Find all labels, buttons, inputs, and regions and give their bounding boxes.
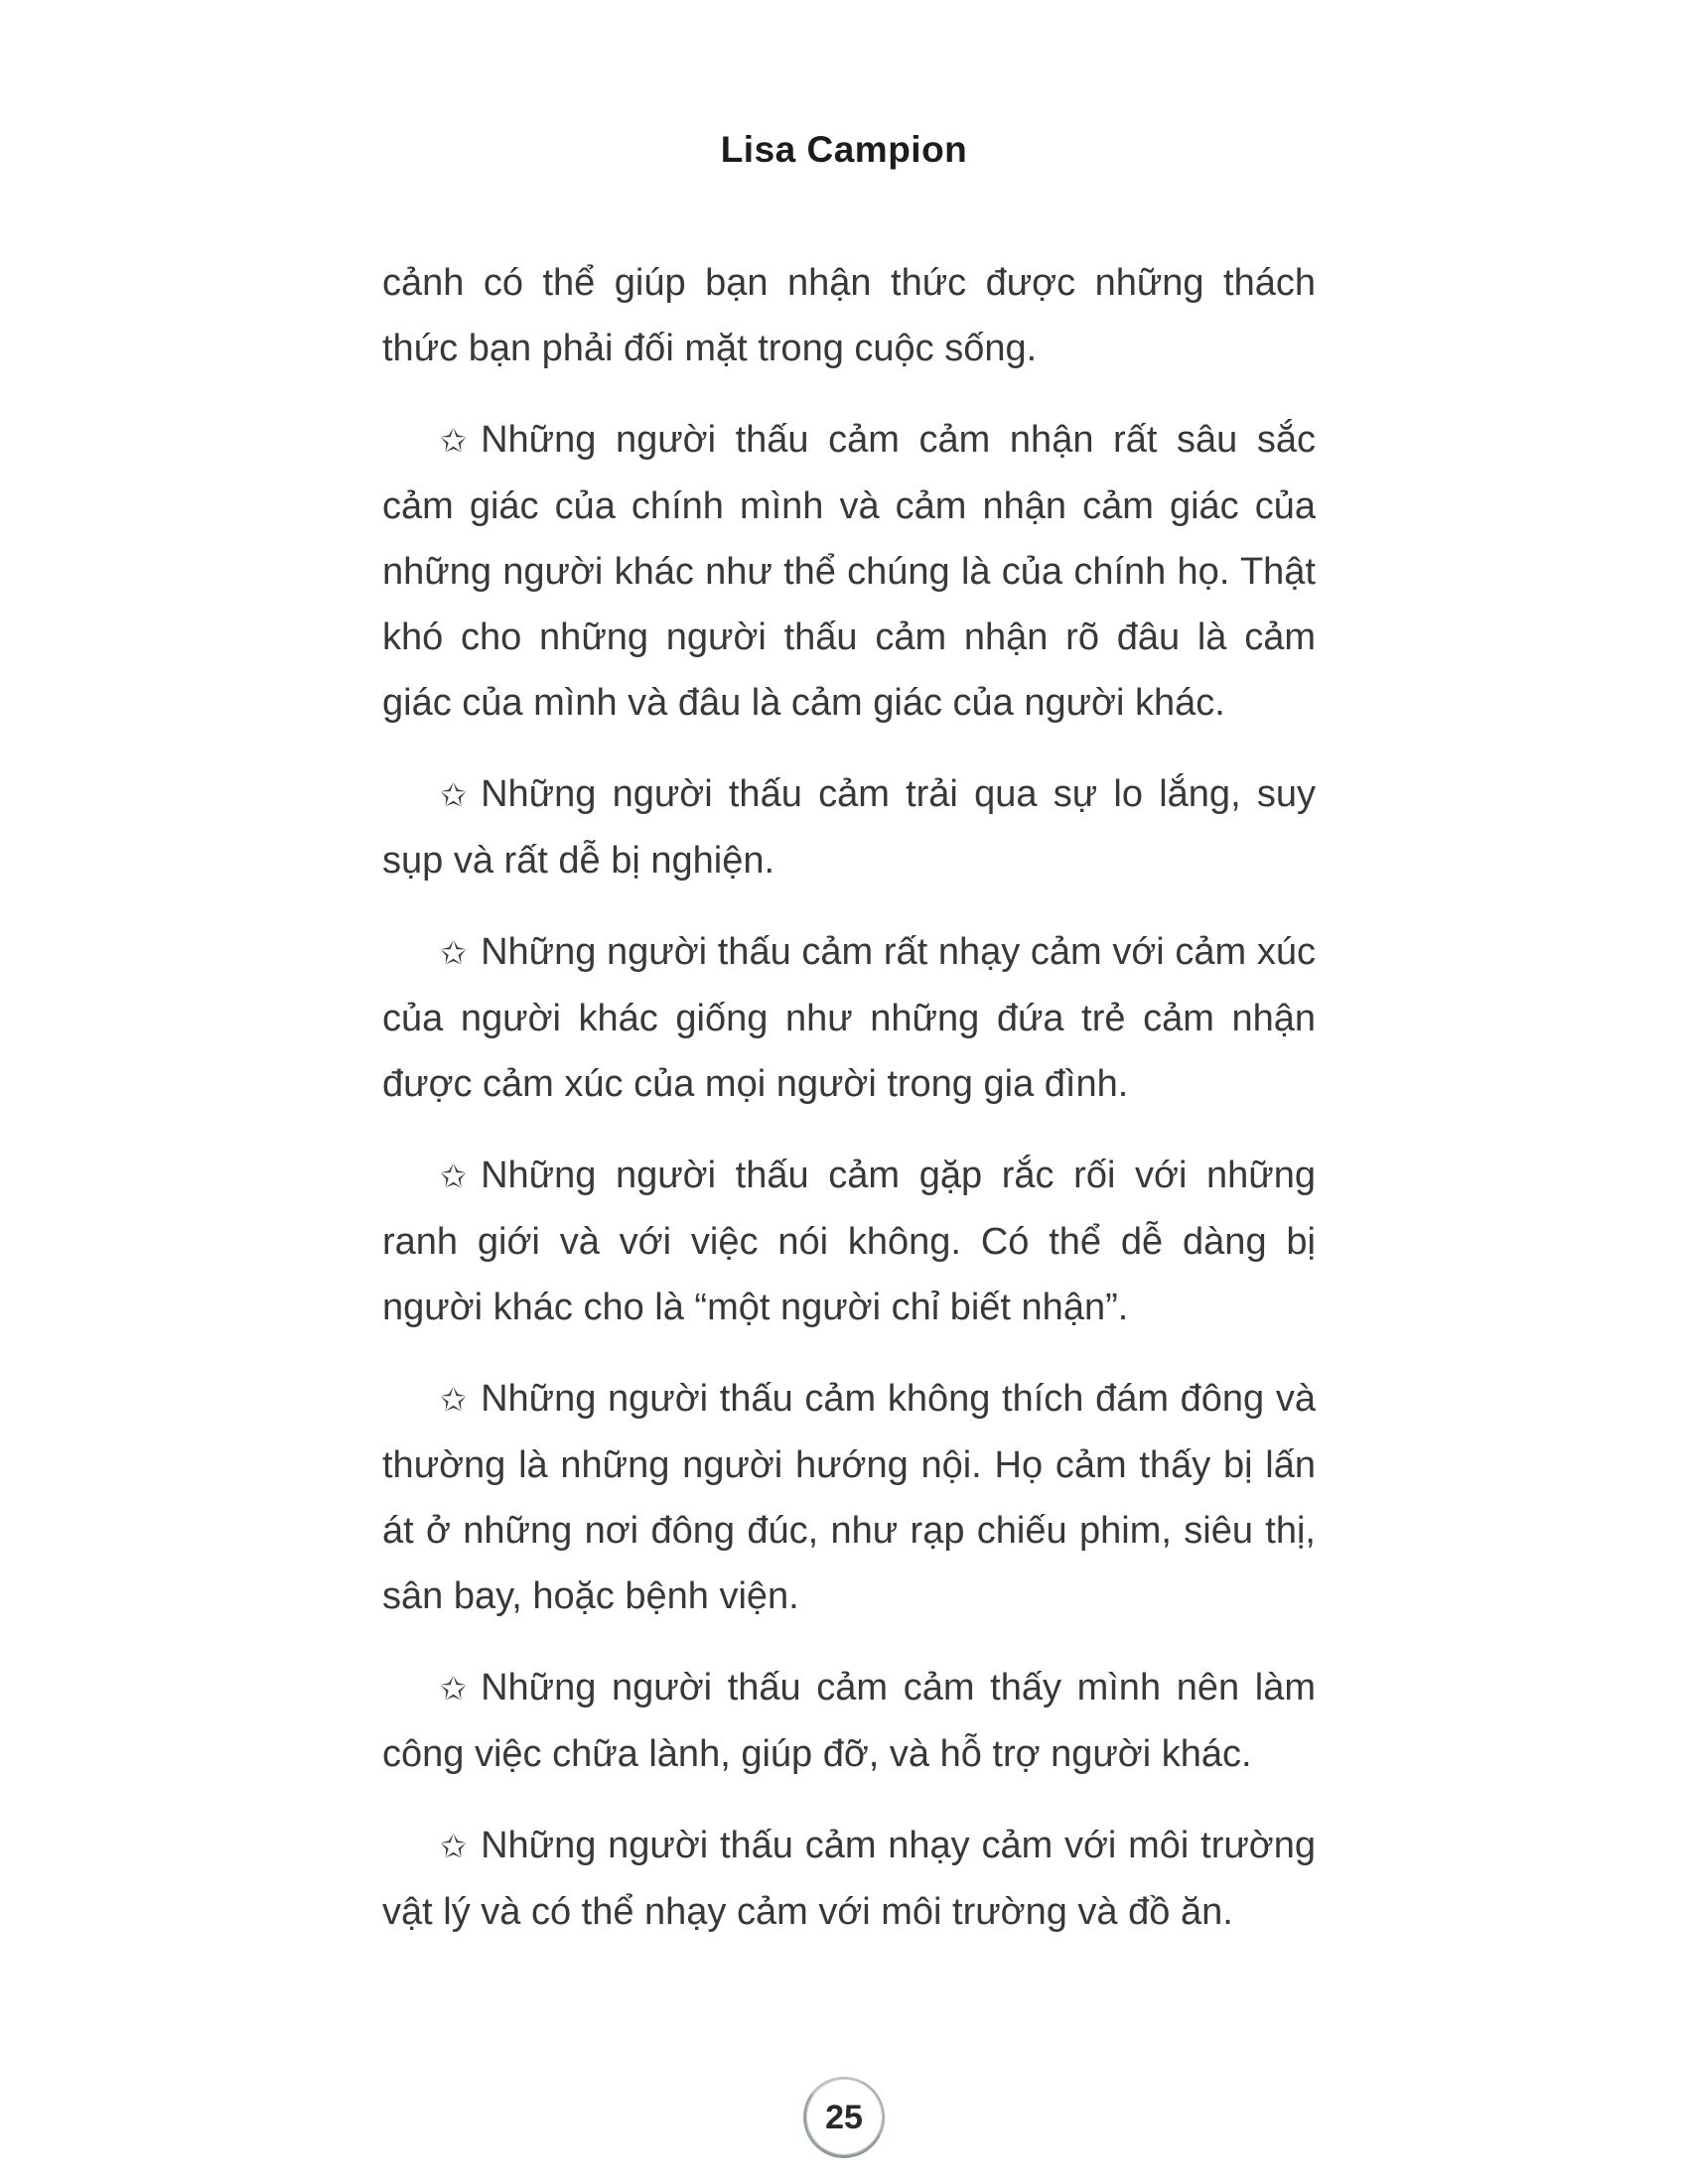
star-bullet-icon: ✩	[440, 1670, 468, 1707]
bullet-text: Những người thấu cảm cảm thấy mình nên làm công việc chữa lành, giúp đỡ, và hỗ trợ người khác.	[382, 1667, 1316, 1775]
paragraph-continuation	[382, 250, 1316, 381]
star-bullet-icon: ✩	[440, 1158, 468, 1195]
star-bullet-icon: ✩	[440, 1828, 468, 1865]
bullet-item	[382, 919, 1316, 1117]
star-bullet-icon: ✩	[440, 934, 468, 972]
bullet-text: Những người thấu cảm rất nhạy cảm với cảm xúc của người khác giống như những đứa trẻ cảm nhận được cảm xúc của mọi người trong gia đình.	[382, 931, 1316, 1105]
bullet-item	[382, 407, 1316, 736]
paragraph-text: cảnh có thể giúp bạn nhận thức được những thách thức bạn phải đối mặt trong cuộc sống.	[382, 262, 1316, 369]
page-body-text	[382, 250, 1316, 1971]
bullet-item	[382, 1143, 1316, 1340]
bullet-text: Những người thấu cảm trải qua sự lo lắng, suy sụp và rất dễ bị nghiện.	[382, 773, 1316, 882]
bullet-item	[382, 761, 1316, 893]
page-number-badge	[801, 2075, 887, 2160]
page-number: 25	[825, 2098, 863, 2136]
star-bullet-icon: ✩	[440, 776, 468, 814]
bullet-item	[382, 1366, 1316, 1629]
bullet-text: Những người thấu cảm không thích đám đông và thường là những người hướng nội. Họ cảm thấy bị lấn át ở những nơi đông đúc, như rạp chiếu phim, siêu thị, sân bay, hoặc bệnh viện.	[382, 1378, 1316, 1617]
running-header-author: Lisa Campion	[720, 129, 968, 170]
bullet-item	[382, 1655, 1316, 1787]
star-bullet-icon: ✩	[440, 422, 468, 460]
bullet-text: Những người thấu cảm cảm nhận rất sâu sắc cảm giác của chính mình và cảm nhận cảm giác của những người khác như thể chúng là của chính họ. Thật khó cho những người thấu cảm nhận rõ đâu là cảm giác của mình và đâu là cảm giác của người khác.	[382, 419, 1316, 724]
bullet-text: Những người thấu cảm nhạy cảm với môi trường vật lý và có thể nhạy cảm với môi trường và đồ ăn.	[382, 1825, 1316, 1933]
bullet-item	[382, 1813, 1316, 1945]
star-bullet-icon: ✩	[440, 1381, 468, 1419]
bullet-text: Những người thấu cảm gặp rắc rối với những ranh giới và với việc nói không. Có thể dễ dàng bị người khác cho là “một người chỉ biết nhận”.	[382, 1155, 1316, 1328]
